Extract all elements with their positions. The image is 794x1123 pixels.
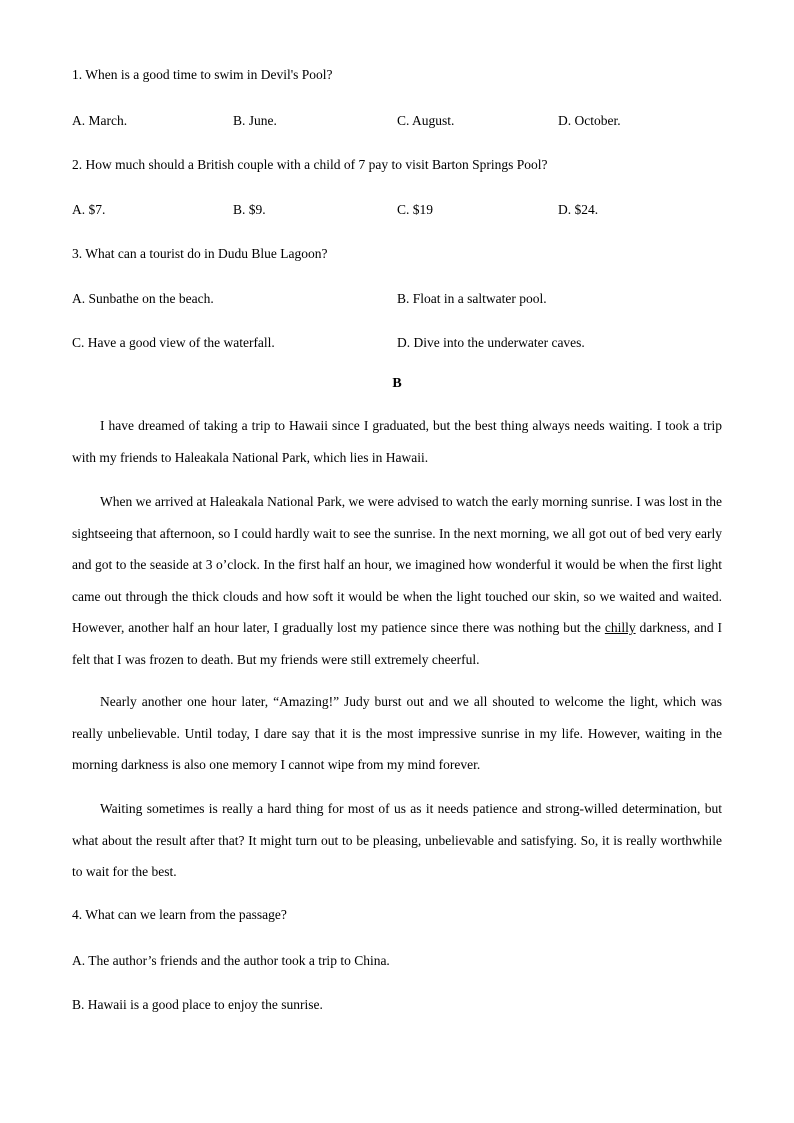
q3-option-b: B. Float in a saltwater pool.: [397, 291, 547, 306]
passage-paragraph-2: [72, 486, 722, 675]
question-3: 3. What can a tourist do in Dudu Blue Lagoon?: [72, 246, 328, 261]
q2-option-c: C. $19: [397, 202, 434, 217]
q3-option-c: C. Have a good view of the waterfall.: [72, 335, 275, 350]
question-1: 1. When is a good time to swim in Devil's Pool?: [72, 67, 333, 82]
q2-option-d: D. $24.: [558, 202, 599, 217]
paragraph-2-text-end: darkness, and I felt that I was frozen to death. But my friends were still extremely cheerful.: [72, 620, 722, 667]
passage-paragraph-4: Waiting sometimes is really a hard thing for most of us as it needs patience and strong-willed determination, but what about the result after that? It might turn out to be pleasing, unbelievable and satisfying. So, it is really worthwhile to wait for the best.: [72, 801, 722, 879]
q4-option-b: B. Hawaii is a good place to enjoy the sunrise.: [72, 997, 323, 1012]
passage-paragraph-1: I have dreamed of taking a trip to Hawaii since I graduated, but the best thing always needs waiting. I took a trip with my friends to Haleakala National Park, which lies in Hawaii.: [72, 418, 722, 465]
q4-option-a: A. The author’s friends and the author took a trip to China.: [72, 953, 390, 968]
question-4: 4. What can we learn from the passage?: [72, 907, 287, 922]
q2-option-a: A. $7.: [72, 202, 106, 217]
q3-option-d: D. Dive into the underwater caves.: [397, 335, 585, 350]
underlined-word: chilly: [604, 620, 636, 635]
passage-paragraph-3: Nearly another one hour later, “Amazing!” Judy burst out and we all shouted to welcome the light, which was really unbelievable. Until today, I dare say that it is the most impressive sunrise in my life. However, waiting in the morning darkness is also one memory I cannot wipe from my mind forever.: [72, 694, 722, 772]
q2-option-b: B. $9.: [233, 202, 266, 217]
section-b-title: B: [392, 376, 402, 391]
q1-option-c: C. August.: [397, 113, 455, 128]
paragraph-2-text-start: When we arrived at Haleakala National Park, we were advised to watch the early morning sunrise. I was lost in the sightseeing that afternoon, so I could hardly wait to see the sunrise. In the next morning, we all got out of bed very early and got to the seaside at 3 o’clock. In the first half an hour, we imagined how wonderful it would be when the first light came out through the thick clouds and how soft it would be when the light touched our skin, so we waited and waited. However, another half an hour later, I gradually lost my patience since there was nothing but the: [72, 494, 722, 635]
q1-option-a: A. March.: [72, 113, 128, 128]
question-2: 2. How much should a British couple with a child of 7 pay to visit Barton Springs Pool?: [72, 157, 548, 172]
q1-option-b: B. June.: [233, 113, 277, 128]
q1-option-d: D. October.: [558, 113, 621, 128]
q3-option-a: A. Sunbathe on the beach.: [72, 291, 214, 306]
